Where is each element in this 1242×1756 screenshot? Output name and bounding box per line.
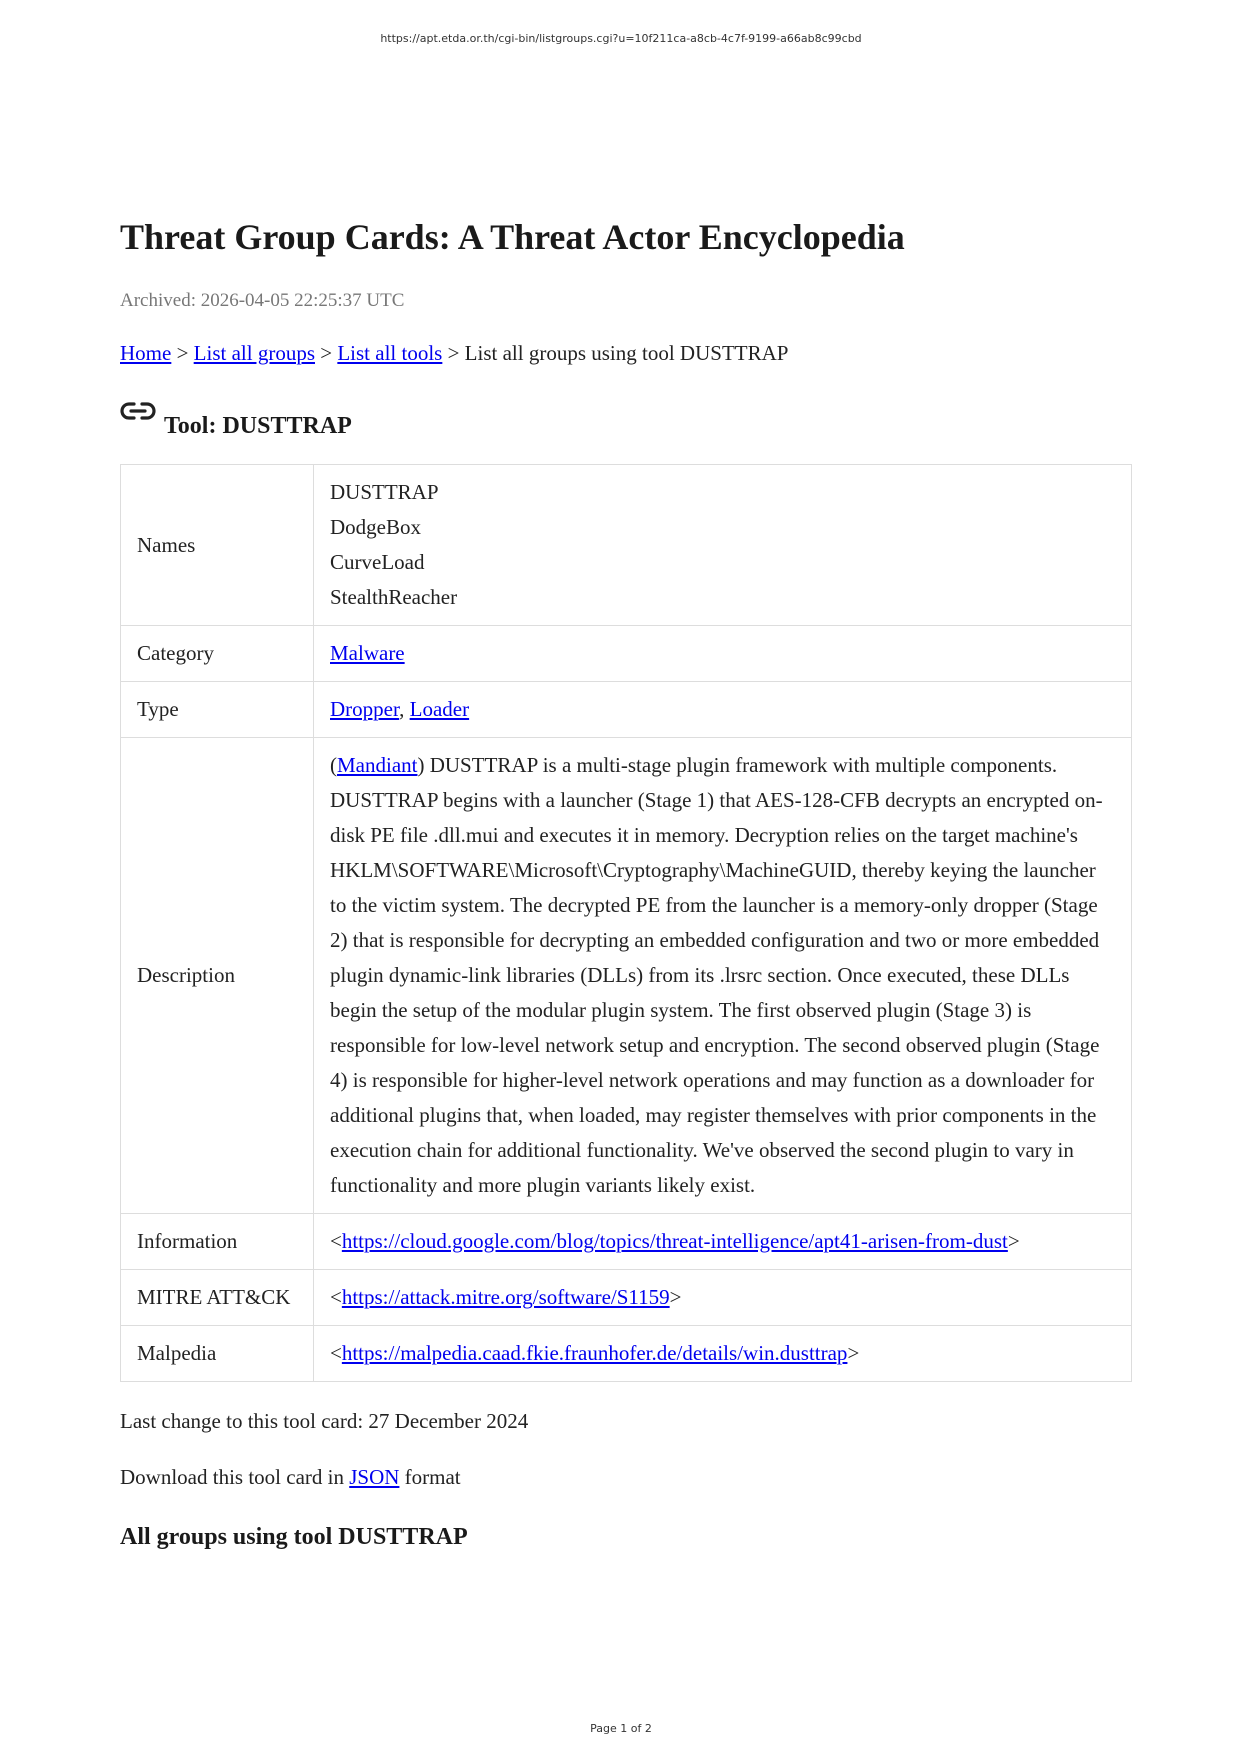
tool-card-table [120, 464, 1132, 1382]
angle-close: > [1007, 1229, 1020, 1253]
description-text: ) DUSTTRAP is a multi-stage plugin framework with multiple components. DUSTTRAP begins with a launcher (Stage 1) that AES-128-CFB decrypts an encrypted on-disk PE file .dll.mui and executes it in memory. Decryption relies on the target machine's HKLM\SOFTWARE\Microsoft\Cryptography\MachineGUID, thereby keying the launcher to the victim system. The decrypted PE from the launcher is a memory-only dropper (Stage 2) that is responsible for decrypting an embedded configuration and two or more embedded plugin dynamic-link libraries (DLLs) from its .lrsrc section. Once executed, these DLLs begin the setup of the modular plugin system. The first observed plugin (Stage 3) is responsible for low-level network setup and encryption. The second observed plugin (Stage 4) is responsible for higher-level network operations and may function as a downloader for additional plugins that, when loaded, may register themselves with prior components in the execution chain for additional functionality. We've observed the second plugin to vary in functionality and more plugin variants likely exist. [330, 753, 1103, 1197]
description-source-link[interactable]: Mandiant [337, 753, 418, 777]
names-row [121, 465, 1132, 626]
tool-heading [120, 398, 1130, 442]
category-malware-link[interactable]: Malware [330, 641, 405, 665]
description-open-paren: ( [330, 753, 337, 777]
type-dropper-link[interactable]: Dropper [330, 697, 400, 721]
breadcrumb-separator: > [171, 341, 194, 365]
malpedia-row [121, 1326, 1132, 1382]
information-value [314, 1214, 1132, 1270]
angle-open: < [330, 1341, 342, 1365]
page-number: Page 1 of 2 [590, 1722, 652, 1735]
download-line [120, 1462, 1130, 1492]
description-label: Description [121, 738, 314, 1214]
name-item: DUSTTRAP [330, 480, 439, 504]
names-value [314, 465, 1132, 626]
angle-close: > [847, 1341, 860, 1365]
category-row [121, 626, 1132, 682]
groups-heading: All groups using tool DUSTTRAP [120, 1524, 468, 1550]
names-label: Names [121, 465, 314, 626]
malpedia-label: Malpedia [121, 1326, 314, 1382]
information-link[interactable]: https://cloud.google.com/blog/topics/threat-intelligence/apt41-arisen-from-dust [341, 1229, 1008, 1253]
information-row [121, 1214, 1132, 1270]
name-item: DodgeBox [330, 515, 421, 539]
last-change-text: Last change to this tool card: 27 December 2024 [120, 1409, 529, 1433]
link-icon [120, 400, 156, 422]
type-loader-link[interactable]: Loader [409, 697, 470, 721]
mitre-link[interactable]: https://attack.mitre.org/software/S1159 [341, 1285, 670, 1309]
page-title: Threat Group Cards: A Threat Actor Encyclopedia [120, 217, 905, 257]
name-item: CurveLoad [330, 550, 425, 574]
download-suffix: format [399, 1465, 461, 1489]
breadcrumb-list-groups-link[interactable]: List all groups [193, 341, 315, 365]
mitre-label: MITRE ATT&CK [121, 1270, 314, 1326]
angle-open: < [330, 1229, 342, 1253]
breadcrumb [120, 338, 1130, 368]
angle-open: < [330, 1285, 342, 1309]
download-json-link[interactable]: JSON [349, 1465, 400, 1489]
malpedia-value [314, 1326, 1132, 1382]
type-label: Type [121, 682, 314, 738]
main-content [120, 210, 1130, 1552]
information-label: Information [121, 1214, 314, 1270]
tool-title: Tool: DUSTTRAP [164, 413, 352, 439]
category-label: Category [121, 626, 314, 682]
description-row [121, 738, 1132, 1214]
breadcrumb-current: > List all groups using tool DUSTTRAP [442, 341, 789, 365]
type-value [314, 682, 1132, 738]
malpedia-link[interactable]: https://malpedia.caad.fkie.fraunhofer.de/details/win.dusttrap [341, 1341, 848, 1365]
mitre-row [121, 1270, 1132, 1326]
download-prefix: Download this tool card in [120, 1465, 350, 1489]
angle-close: > [669, 1285, 682, 1309]
print-url: https://apt.etda.or.th/cgi-bin/listgroups.cgi?u=10f211ca-a8cb-4c7f-9199-a66ab8c99cbd [380, 32, 862, 45]
breadcrumb-home-link[interactable]: Home [120, 341, 172, 365]
archived-timestamp: Archived: 2026-04-05 22:25:37 UTC [120, 290, 405, 311]
mitre-value [314, 1270, 1132, 1326]
category-value [314, 626, 1132, 682]
name-item: StealthReacher [330, 585, 458, 609]
type-row [121, 682, 1132, 738]
breadcrumb-separator: > [315, 341, 338, 365]
breadcrumb-list-tools-link[interactable]: List all tools [337, 341, 443, 365]
type-separator: , [399, 697, 410, 721]
names-list [330, 475, 1115, 615]
description-value [314, 738, 1132, 1214]
